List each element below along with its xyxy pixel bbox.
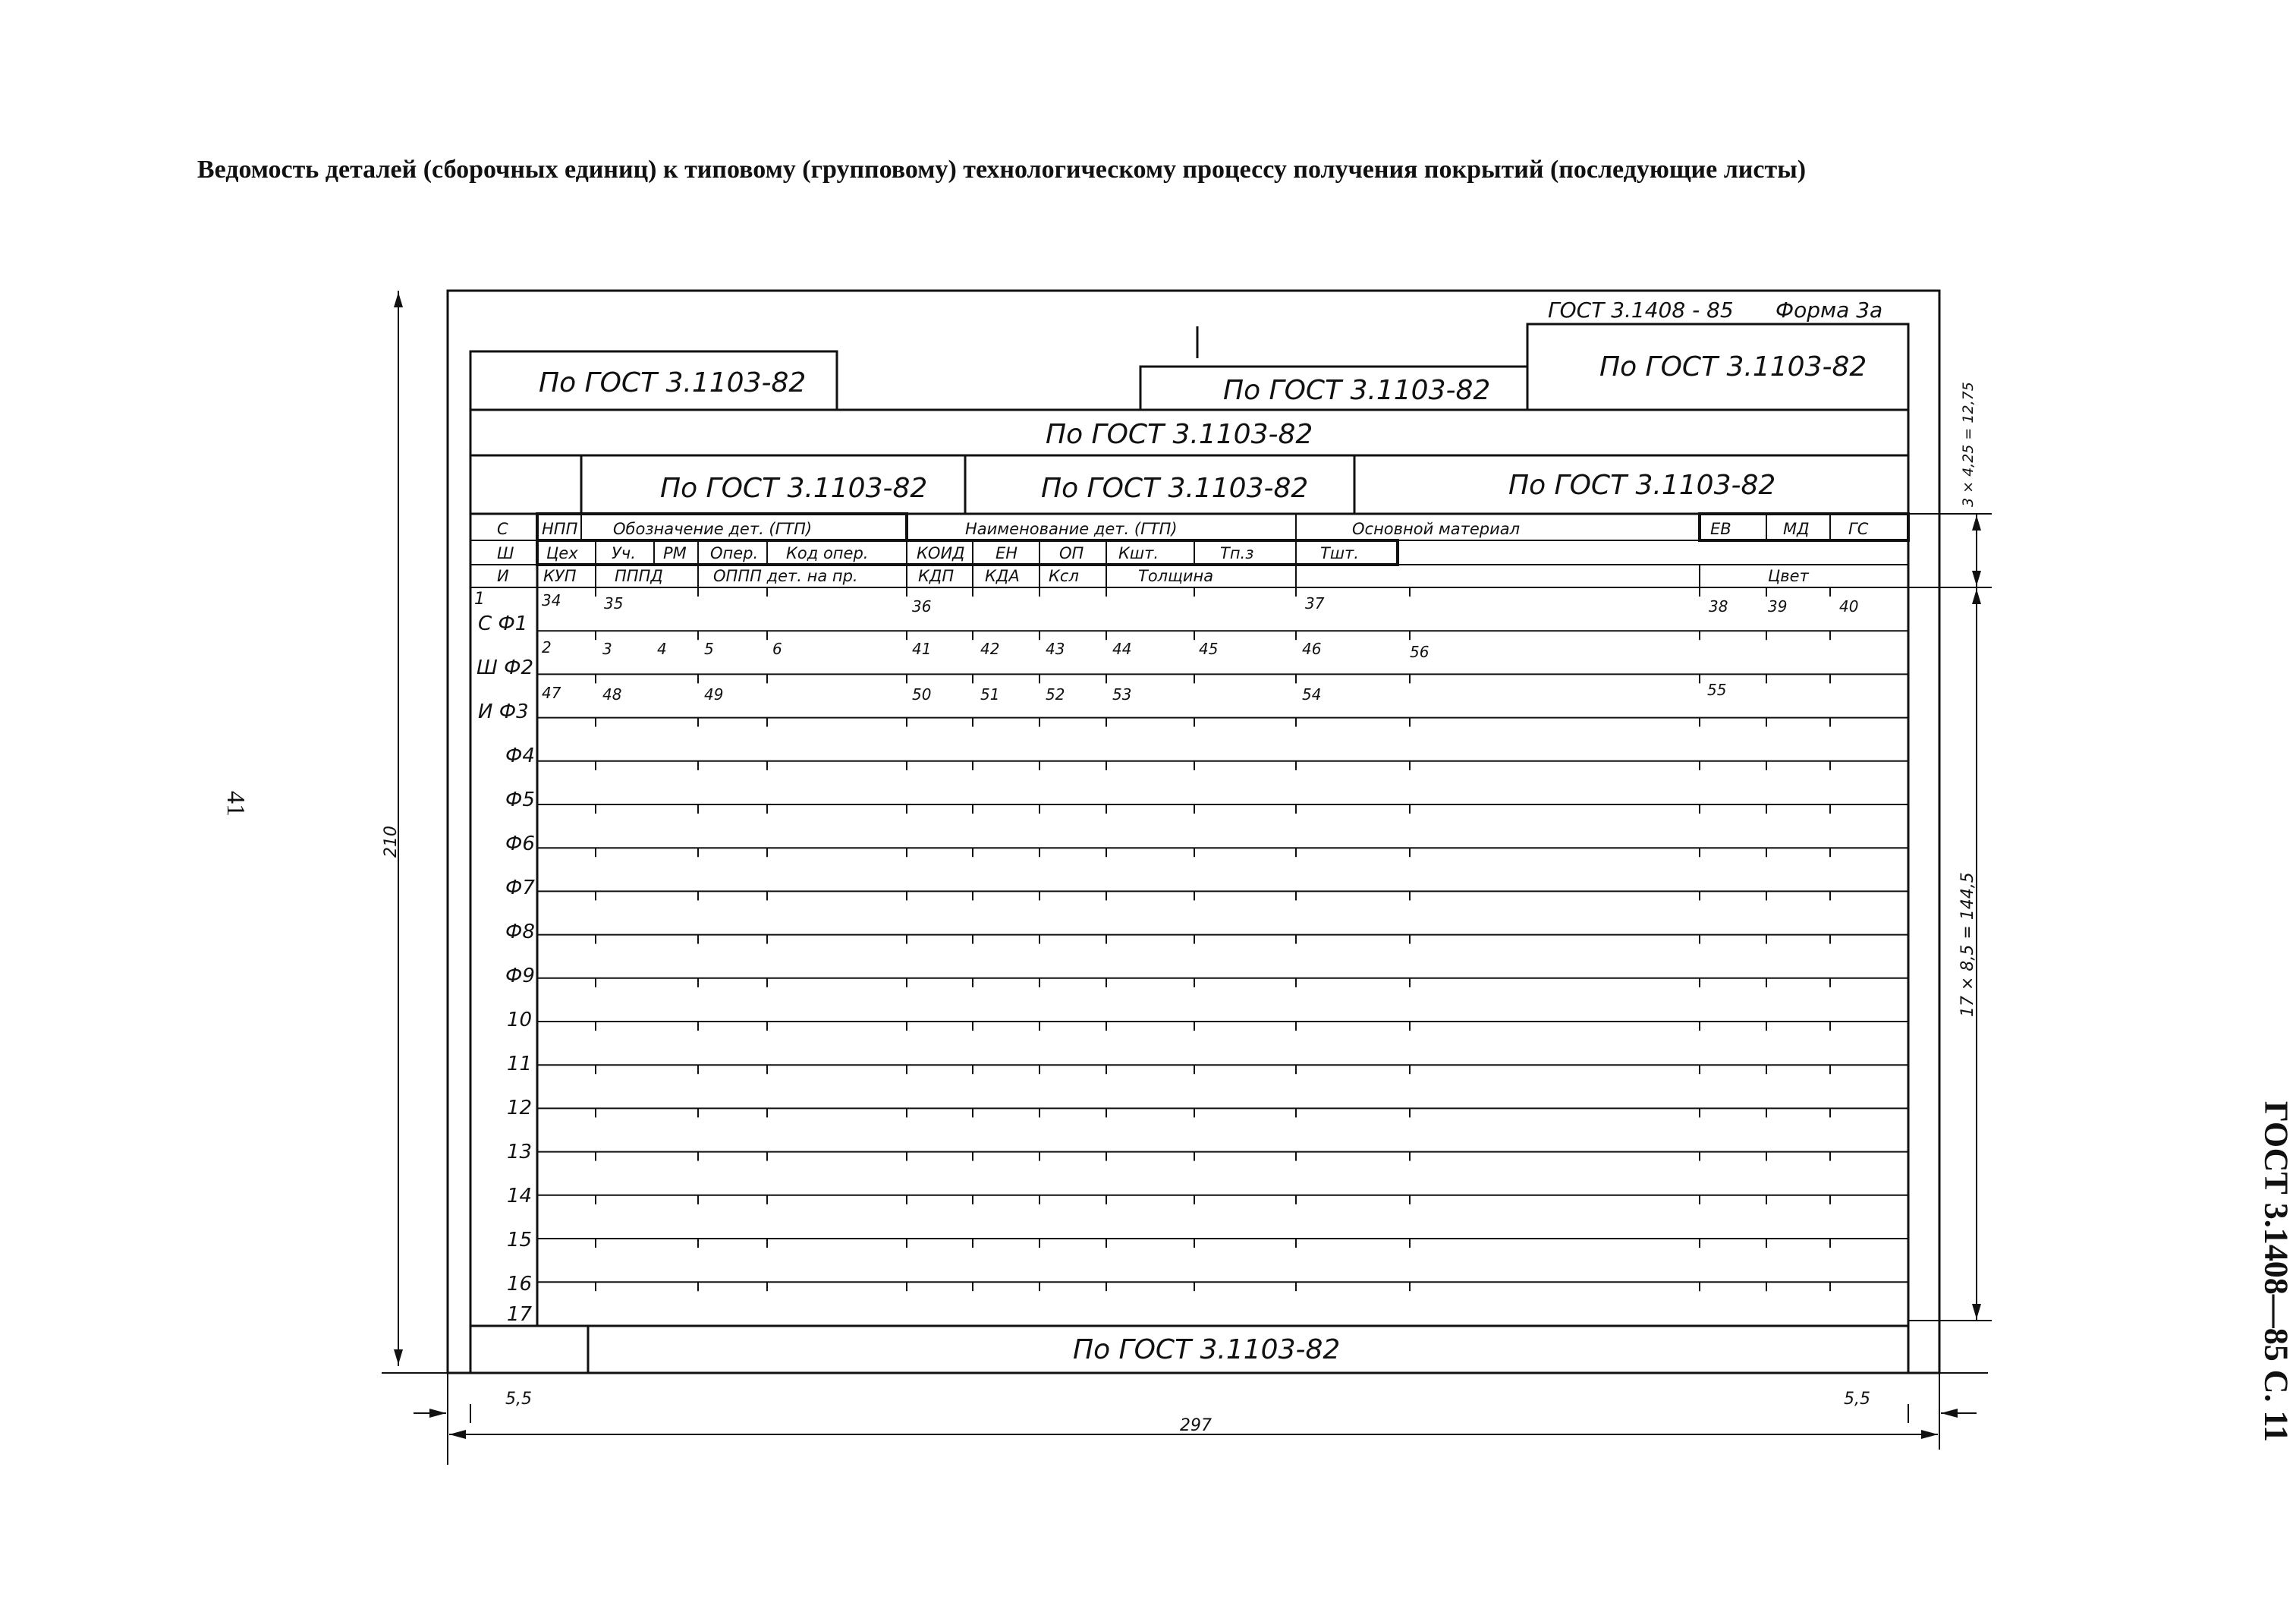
dim-header-rows: 3 × 4,25 = 12,75	[1960, 382, 1977, 507]
hdr-koid: КОИД	[917, 544, 965, 562]
field-number: 44	[1112, 640, 1132, 658]
row-label: Ш Ф2	[476, 656, 533, 679]
field-number: 39	[1768, 597, 1788, 616]
hdr-gs: ГС	[1848, 520, 1869, 538]
hdr-i-label: И	[497, 567, 509, 585]
field-number: 56	[1410, 643, 1429, 661]
hdr-kup: КУП	[543, 567, 577, 585]
hdr-oboznachenie: Обозначение дет. (ГТП)	[613, 520, 813, 538]
hdr-kod-oper: Код опер.	[786, 544, 869, 562]
document-title: Ведомость деталей (сборочных единиц) к типовому (групповому) технологическому процессу получения покрытий (последующие листы)	[197, 156, 1807, 184]
form-code: ГОСТ 3.1408 - 85	[1548, 298, 1734, 323]
hdr-tsekh: Цех	[546, 544, 578, 562]
hdr-ev: ЕВ	[1710, 520, 1731, 538]
hdr-oppp: ОППП дет. на пр.	[713, 567, 858, 585]
field-number: 55	[1707, 681, 1727, 699]
hdr-npp: НПП	[542, 520, 578, 538]
form-frame	[448, 291, 1939, 1373]
row-label: И Ф3	[478, 701, 529, 723]
hdr-pppd: ПППД	[615, 567, 663, 585]
field-number: 36	[912, 597, 932, 616]
field-number: 51	[980, 685, 1000, 704]
row-label: 14	[507, 1185, 533, 1207]
hdr-oper: Опер.	[710, 544, 759, 562]
row-label: 13	[507, 1141, 533, 1163]
stamp-ref-mid: По ГОСТ 3.1103-82	[1223, 375, 1491, 406]
field-number: 3	[602, 640, 612, 658]
row-label: Ф5	[505, 789, 535, 811]
row-label: 16	[507, 1273, 533, 1296]
field-number: 54	[1302, 685, 1322, 704]
field-number: 53	[1112, 685, 1132, 704]
band-ref: По ГОСТ 3.1103-82	[1046, 419, 1313, 450]
main-table	[470, 514, 1908, 1326]
hdr-rm: РМ	[663, 544, 687, 562]
dim-margin-left: 5,5	[505, 1390, 532, 1409]
field-number: 40	[1839, 597, 1859, 616]
field-number: 45	[1199, 640, 1219, 658]
row-label: 15	[507, 1229, 533, 1252]
standard-side-label: ГОСТ 3.1408—85 С. 11	[2257, 1100, 2295, 1443]
dim-height: 210	[382, 826, 401, 858]
hdr-ksht: Кшт.	[1118, 544, 1159, 562]
dim-body-rows: 17 × 8,5 = 144,5	[1958, 872, 1977, 1017]
hdr-md: МД	[1783, 520, 1810, 538]
row-label: 12	[507, 1097, 533, 1119]
footer-ref: По ГОСТ 3.1103-82	[1073, 1334, 1341, 1365]
form-name: Форма 3а	[1775, 298, 1883, 323]
hdr-s-label: С	[497, 520, 508, 538]
stamp-ref-left: По ГОСТ 3.1103-82	[539, 367, 807, 398]
hdr-kda: КДА	[985, 567, 1020, 585]
hdr-tsht: Тшт.	[1320, 544, 1359, 562]
field-number: 42	[980, 640, 1000, 658]
dim-margin-right: 5,5	[1844, 1390, 1870, 1409]
row-label: Ф7	[505, 877, 535, 899]
row-label: С Ф1	[478, 612, 528, 635]
field-number: 5	[704, 640, 714, 658]
hdr-naimenovanie: Наименование дет. (ГТП)	[965, 520, 1178, 538]
field-number: 35	[604, 594, 624, 612]
hdr-op: ОП	[1059, 544, 1084, 562]
row-label: 17	[507, 1303, 533, 1326]
row-label: Ф8	[505, 921, 535, 943]
row-label: 1	[474, 590, 485, 609]
field-number: 50	[912, 685, 932, 704]
field-number: 46	[1302, 640, 1322, 658]
cell-ref-1: По ГОСТ 3.1103-82	[660, 473, 928, 504]
field-number: 52	[1046, 685, 1065, 704]
row-label: Ф9	[505, 965, 535, 987]
field-number: 34	[542, 591, 561, 609]
cell-ref-3: По ГОСТ 3.1103-82	[1508, 470, 1776, 501]
stamp-ref-right: По ГОСТ 3.1103-82	[1599, 351, 1867, 383]
hdr-tsvet: Цвет	[1768, 567, 1809, 585]
field-number: 43	[1046, 640, 1065, 658]
hdr-tolshchina: Толщина	[1138, 567, 1214, 585]
field-number: 2	[542, 638, 552, 656]
field-number: 48	[602, 685, 622, 704]
dim-width: 297	[1180, 1416, 1212, 1435]
field-number: 41	[912, 640, 932, 658]
page-number: 41	[222, 791, 250, 817]
hdr-ksl: Ксл	[1049, 567, 1079, 585]
field-number: 47	[542, 684, 561, 702]
row-label: 11	[507, 1053, 533, 1075]
field-number: 37	[1305, 594, 1325, 612]
row-label: 10	[507, 1009, 533, 1031]
field-number: 49	[704, 685, 724, 704]
hdr-kdp: КДП	[918, 567, 955, 585]
field-number: 4	[657, 640, 667, 658]
hdr-tpz: Тп.з	[1220, 544, 1254, 562]
row-label: Ф4	[505, 745, 535, 767]
row-label: Ф6	[505, 833, 535, 855]
cell-ref-2: По ГОСТ 3.1103-82	[1041, 473, 1309, 504]
hdr-en: ЕН	[995, 544, 1018, 562]
hdr-uch: Уч.	[612, 544, 636, 562]
hdr-sh-label: Ш	[497, 544, 514, 562]
field-number: 38	[1709, 597, 1728, 616]
hdr-material: Основной материал	[1352, 520, 1521, 538]
field-number: 6	[772, 640, 782, 658]
